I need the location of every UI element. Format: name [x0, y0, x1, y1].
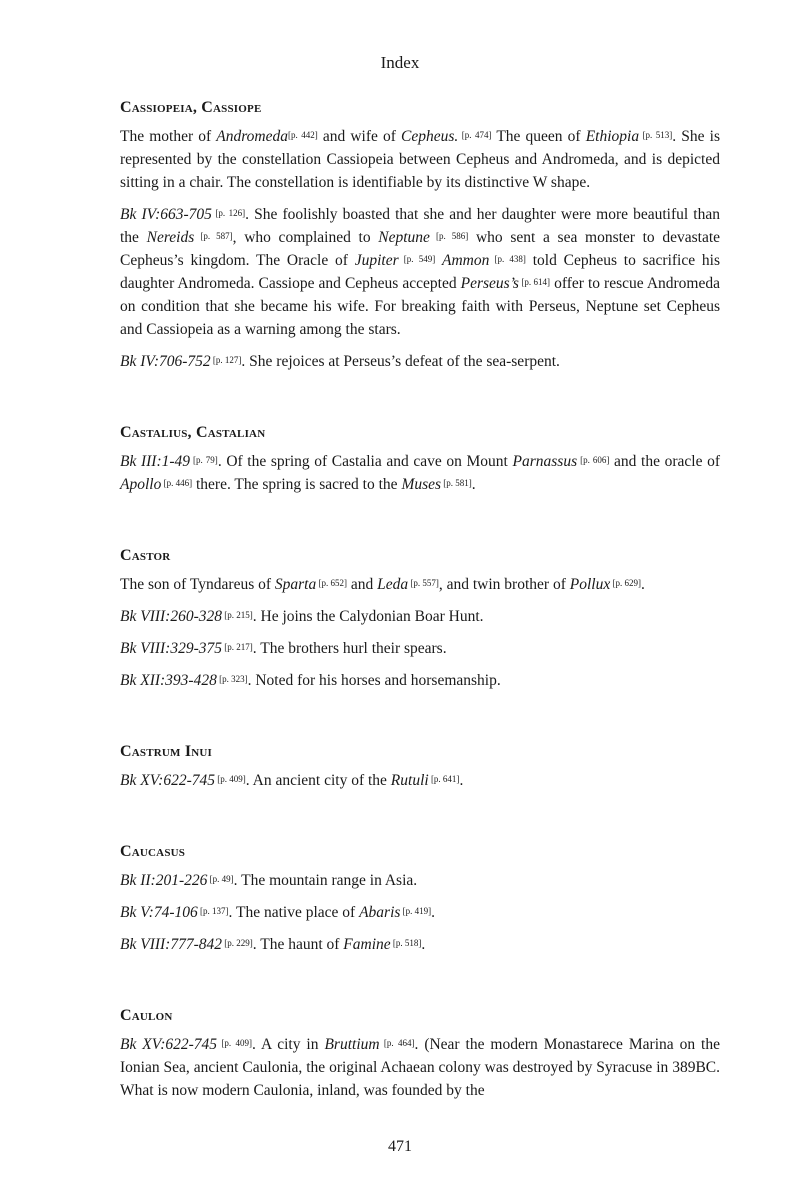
reference-term: Bk IV:706-752 — [120, 353, 211, 370]
entry-text: . The mountain range in Asia. — [233, 872, 418, 889]
page-reference: [p. 215] — [222, 610, 253, 620]
page-reference: [p. 557] — [408, 578, 439, 588]
page-reference: [p. 641] — [428, 774, 460, 784]
entry-paragraph — [120, 573, 720, 596]
entry-heading: Caucasus — [120, 843, 186, 860]
entry-heading: Cassiopeia, Cassiope — [120, 99, 262, 116]
page-reference: [p. 581] — [441, 478, 472, 488]
page-reference: [p. 127] — [210, 355, 242, 365]
entry-text: . — [471, 476, 476, 493]
entry-text: . — [459, 772, 464, 789]
reference-term: Jupiter — [354, 252, 399, 269]
page-reference: [p. 49] — [207, 874, 234, 884]
entry-text: and the oracle of — [609, 453, 720, 470]
entry-text: . The brothers hurl their spears. — [252, 640, 447, 657]
entry-paragraph — [120, 769, 720, 792]
page-reference: [p. 442] — [288, 130, 318, 140]
reference-term: Rutuli — [390, 772, 429, 789]
entry-text — [435, 252, 442, 269]
reference-term: Ethiopia — [585, 128, 640, 145]
reference-term: Andromeda — [216, 128, 288, 145]
reference-term: Perseus’s — [460, 275, 519, 292]
reference-term: Parnassus — [512, 453, 578, 470]
page-reference: [p. 629] — [610, 578, 641, 588]
entry-text: The mother of — [120, 128, 217, 145]
entry-text: offer to rescue Andromeda on condition that she became his wife. For breaking faith with Perseus, Neptune set Cepheus and Cassiopeia as a warning among the stars. — [120, 275, 720, 338]
reference-term: Bk IV:663-705 — [120, 206, 212, 223]
page-reference: [p. 419] — [400, 906, 432, 916]
page-reference: [p. 217] — [222, 642, 253, 652]
entry-paragraph — [120, 637, 720, 660]
entry-heading: Castalius, Castalian — [120, 424, 266, 441]
page-reference: [p. 79] — [190, 455, 218, 465]
page-reference: [p. 409] — [217, 1038, 252, 1048]
entry-text: told Cepheus to sacrifice his daughter Andromeda. Cassiope and Cepheus accepted — [120, 252, 720, 292]
page-reference: [p. 464] — [379, 1038, 415, 1048]
reference-term: Leda — [377, 576, 409, 593]
entry-text: . She foolishly boasted that she and her daughter were more beautiful than the — [120, 206, 720, 246]
entry-text: and wife of — [317, 128, 402, 145]
page-reference: [p. 587] — [194, 231, 233, 241]
reference-term: Bk XV:622-745 — [120, 772, 215, 789]
reference-term: Sparta — [274, 576, 317, 593]
index-entry — [120, 421, 720, 496]
entry-text: and — [346, 576, 378, 593]
page-reference: [p. 446] — [161, 478, 193, 488]
entry-text: . (Near the modern Monastarece Marina on the Ionian Sea, ancient Caulonia, the original Achaean colony was destroyed by Syracuse in 389BC. What is now modern Caulonia, inland, was founded by the — [120, 1036, 720, 1099]
reference-term: Bk XII:393-428 — [120, 672, 217, 689]
page-reference: [p. 513] — [639, 130, 673, 140]
entry-text: . Noted for his horses and horsemanship. — [247, 672, 501, 689]
entry-paragraph — [120, 450, 720, 496]
entry-text: . He joins the Calydonian Boar Hunt. — [252, 608, 484, 625]
reference-term: Famine — [343, 936, 391, 953]
page-reference: [p. 438] — [489, 254, 526, 264]
entry-text: , and twin brother of — [438, 576, 570, 593]
page-reference: [p. 606] — [577, 455, 610, 465]
entry-paragraph — [120, 869, 720, 892]
reference-term: Cepheus. — [401, 128, 459, 145]
entry-heading: Castrum Inui — [120, 743, 213, 760]
entry-text: . Of the spring of Castalia and cave on Mount — [217, 453, 513, 470]
index-entry — [120, 96, 720, 373]
reference-term: Bk II:201-226 — [120, 872, 208, 889]
entry-paragraph — [120, 605, 720, 628]
entry-text: . An ancient city of the — [245, 772, 391, 789]
running-header: Index — [380, 53, 420, 72]
page-reference: [p. 474] — [458, 130, 492, 140]
entry-text: , who complained to — [232, 229, 379, 246]
reference-term: Bk VIII:329-375 — [120, 640, 222, 657]
entry-paragraph — [120, 669, 720, 692]
page-reference: [p. 137] — [197, 906, 229, 916]
page-reference: [p. 323] — [216, 674, 248, 684]
index-entry — [120, 544, 720, 692]
entry-paragraph — [120, 125, 720, 194]
page-reference: [p. 126] — [211, 208, 246, 218]
reference-term: Bk III:1-49 — [120, 453, 191, 470]
index-entries — [120, 96, 720, 1102]
entry-text: . — [421, 936, 426, 953]
reference-term: Apollo — [120, 476, 162, 493]
entry-text: . She rejoices at Perseus’s defeat of the sea-serpent. — [241, 353, 560, 370]
entry-paragraph — [120, 933, 720, 956]
reference-term: Muses — [401, 476, 442, 493]
reference-term: Bk VIII:777-842 — [120, 936, 222, 953]
entry-text: there. The spring is sacred to the — [192, 476, 402, 493]
entry-text: . A city in — [251, 1036, 325, 1053]
page-reference: [p. 586] — [429, 231, 469, 241]
entry-text: . She is represented by the constellation Cassiopeia between Cepheus and Andromeda, and is depicted sitting in a chair. The constellation is identifiable by its distinctive W shape. — [120, 128, 720, 191]
index-entry — [120, 840, 720, 956]
reference-term: Pollux — [569, 576, 611, 593]
entry-paragraph — [120, 901, 720, 924]
entry-text: The son of Tyndareus of — [120, 576, 275, 593]
reference-term: Bk V:74-106 — [120, 904, 198, 921]
page-reference: [p. 409] — [214, 774, 246, 784]
reference-term: Nereids — [146, 229, 195, 246]
entry-heading: Caulon — [120, 1007, 173, 1024]
entry-text: . The haunt of — [252, 936, 344, 953]
reference-term: Bk VIII:260-328 — [120, 608, 222, 625]
entry-paragraph — [120, 1033, 720, 1102]
reference-term: Ammon — [441, 252, 490, 269]
page-reference: [p. 549] — [398, 254, 436, 264]
entry-text: . — [640, 576, 645, 593]
entry-text: The queen of — [491, 128, 586, 145]
reference-term: Neptune — [378, 229, 430, 246]
reference-term: Abaris — [359, 904, 401, 921]
index-entry — [120, 1004, 720, 1102]
reference-term: Bruttium — [324, 1036, 380, 1053]
page-reference: [p. 614] — [518, 277, 551, 287]
entry-paragraph — [120, 203, 720, 341]
page-reference: [p. 229] — [222, 938, 253, 948]
entry-text: . The native place of — [228, 904, 360, 921]
page-reference: [p. 652] — [316, 578, 347, 588]
entry-paragraph — [120, 350, 720, 373]
page-number: 471 — [388, 1138, 412, 1155]
entry-heading: Castor — [120, 547, 171, 564]
entry-text: who sent a sea monster to devastate Cepheus’s kingdom. The Oracle of — [120, 229, 721, 269]
index-entry — [120, 740, 720, 792]
entry-text: . — [431, 904, 436, 921]
reference-term: Bk XV:622-745 — [120, 1036, 218, 1053]
page-reference: [p. 518] — [390, 938, 422, 948]
